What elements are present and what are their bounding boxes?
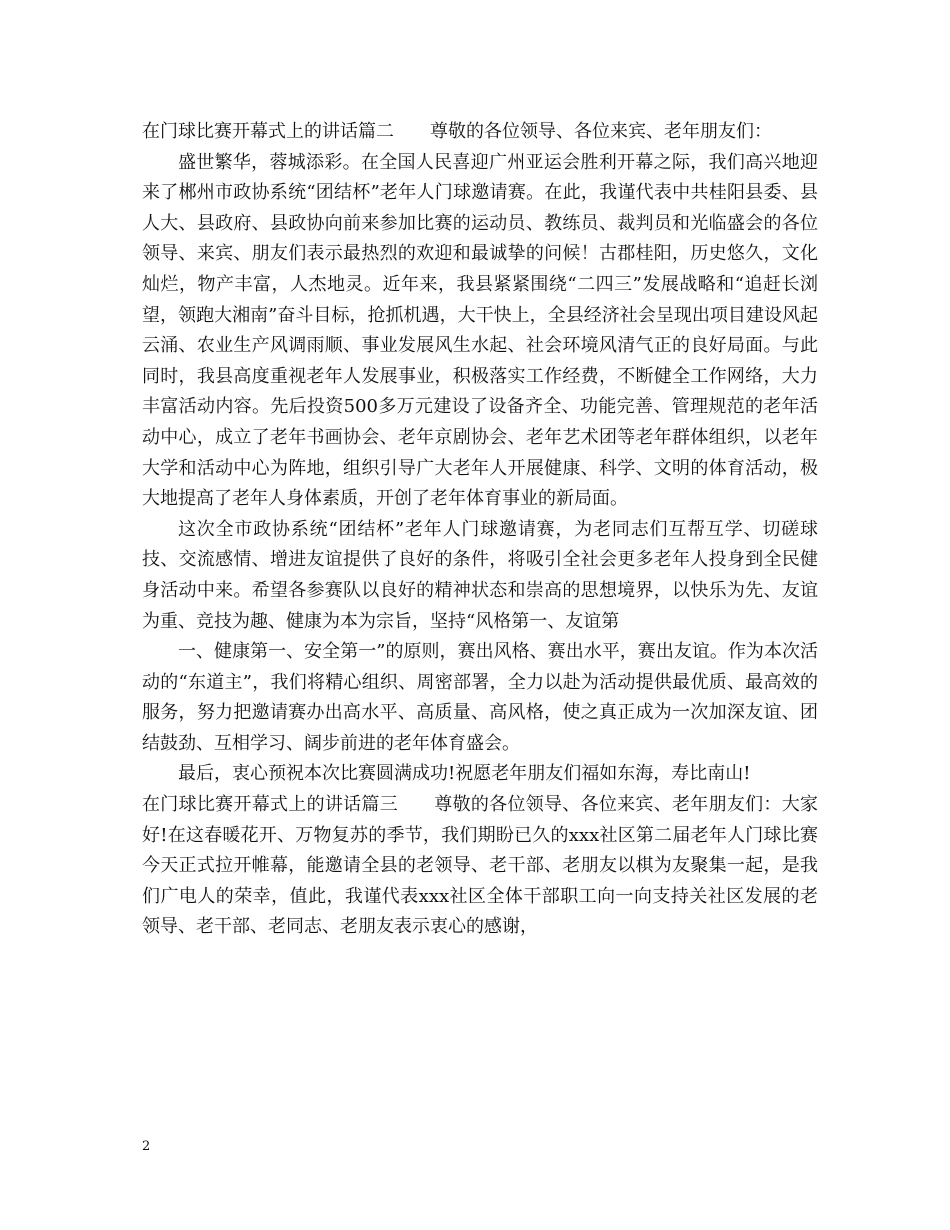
section-2-paragraph-1: 盛世繁华，蓉城添彩。在全国人民喜迎广州亚运会胜利开幕之际，我们高兴地迎来了郴州市政协系统“团结杯”老年人门球邀请赛。在此，我谨代表中共桂阳县委、县人大、县政府、县政协向前来参加比赛的运动员、教练员、裁判员和光临盛会的各位领导、来宾、朋友们表示最热烈的欢迎和最诚挚的问候！古郡桂阳，历史悠久，文化灿烂，物产丰富，人杰地灵。近年来，我县紧紧围绕“二四三”发展战略和“追赶长浏望，领跑大湘南”奋斗目标，抢抓机遇，大干快上，全县经济社会呈现出项目建设风起云涌、农业生产风调雨顺、事业发展风生水起、社会环境风清气正的良好局面。与此同时，我县高度重视老年人发展事业，积极落实工作经费，不断健全工作网络，大力丰富活动内容。先后投资500多万元建设了设备齐全、功能完善、管理规范的老年活动中心，成立了老年书画协会、老年京剧协会、老年艺术团等老年群体组织，以老年大学和活动中心为阵地，组织引导广大老年人开展健康、科学、文明的体育活动，极大地提高了老年人身体素质，开创了老年体育事业的新局面。 — [142, 151, 818, 510]
section-3-text: 尊敬的各位领导、各位来宾、老年朋友们：大家好!在这春暖花开、万物复苏的季节，我们期盼已久的xxx社区第二届老年人门球比赛今天正式拉开帷幕，能邀请全县的老领导、老干部、老朋友以棋为友聚集一起，是我们广电人的荣幸，值此，我谨代表xxx社区全体干部职工向一向支持关社区发展的老领导、老干部、老同志、老朋友表示衷心的感谢， — [142, 794, 818, 938]
section-3-paragraph — [142, 790, 818, 943]
section-2-paragraph-3: 一、健康第一、安全第一”的原则，赛出风格、赛出水平，赛出友谊。作为本次活动的“东道主”，我们将精心组织、周密部署，全力以赴为活动提供最优质、最高效的服务，努力把邀请赛办出高水平、高质量、高风格，使之真正成为一次加深友谊、团结鼓劲、互相学习、阔步前进的老年体育盛会。 — [142, 641, 818, 754]
section-2-paragraph-4: 最后，衷心预祝本次比赛圆满成功!祝愿老年朋友们福如东海，寿比南山! — [178, 763, 751, 785]
section-2-title-line — [142, 117, 818, 148]
section-2-greeting: 尊敬的各位领导、各位来宾、老年朋友们： — [430, 121, 772, 142]
section-3-heading: 在门球比赛开幕式上的讲话篇三 — [142, 794, 398, 816]
document-body — [142, 117, 818, 943]
page-number: 2 — [142, 1139, 151, 1154]
section-2-paragraph-2: 这次全市政协系统“团结杯”老年人门球邀请赛，为老同志们互帮互学、切磋球技、交流感情、增进友谊提供了良好的条件，将吸引全社会更多老年人投身到全民健身活动中来。希望各参赛队以良好的精神状态和崇高的思想境界，以快乐为先、友谊为重、竞技为趣、健康为本为宗旨，坚持“风格第一、友谊第 — [142, 518, 818, 632]
section-2-heading: 在门球比赛开幕式上的讲话篇二 — [142, 121, 394, 142]
